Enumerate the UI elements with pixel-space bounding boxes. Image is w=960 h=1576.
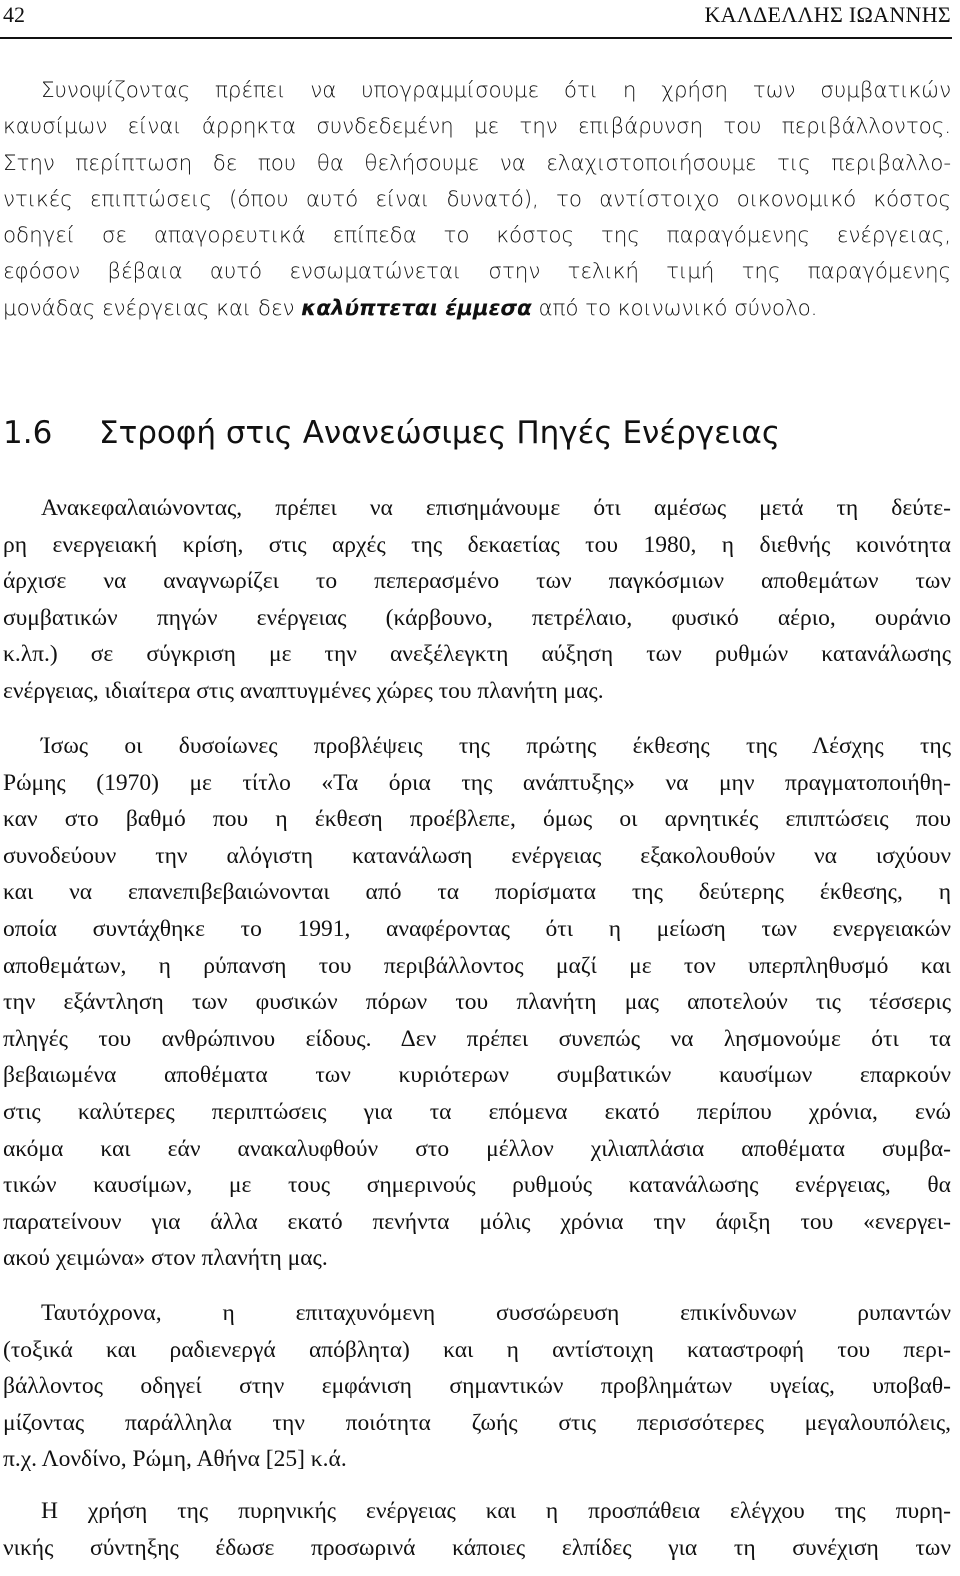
intro-paragraph [3, 73, 951, 327]
text-line [3, 291, 951, 327]
text-line: ακού χειμώνα» στον πλανήτη μας. [3, 1245, 328, 1272]
section-heading [3, 405, 951, 461]
body-paragraph [3, 490, 951, 710]
text-line: αποθεμάτων, η ρύπανση του περιβάλλοντος μαζί με τον υπερπληθυσμό και [3, 952, 951, 979]
text-line: ενέργειας, ιδιαίτερα στις αναπτυγμένες χώρες του πλανήτη μας. [3, 677, 604, 704]
text-line: πληγές του ανθρώπινου είδους. Δεν πρέπει συνεπώς να λησμονούμε ότι τα [3, 1025, 951, 1052]
body-paragraph [3, 1295, 951, 1478]
text-line: Ταυτόχρονα, η επιταχυνόμενη συσσώρευση επικίνδυνων ρυπαντών [41, 1300, 951, 1326]
text-line: Η χρήση της πυρηνικής ενέργειας και η προσπάθεια ελέγχου της πυρη- [41, 1498, 951, 1524]
body-paragraph [3, 728, 951, 1277]
text-line: ακόμα και εάν ανακαλυφθούν στο μέλλον χιλιαπλάσια αποθέματα συμβα- [3, 1135, 951, 1162]
text-line: μίζοντας παράλληλα την ποιότητα ζωής στις περισσότερες μεγαλουπόλεις, [3, 1409, 951, 1436]
text-line: συμβατικών πηγών ενέργειας (κάρβουνο, πετρέλαιο, φυσικό αέριο, ουράνιο [3, 604, 951, 631]
text-run: μονάδας ενέργειας και δεν [3, 295, 302, 321]
text-line: π.χ. Λονδίνο, Ρώμη, Αθήνα [25] κ.ά. [3, 1446, 347, 1473]
text-run: από το κοινωνικό σύνολο. [531, 295, 818, 321]
text-line: συνοδεύουν την αλόγιστη κατανάλωση ενέργειας εξακολουθούν να ισχύουν [3, 842, 951, 869]
text-line: Συνοψίζοντας πρέπει να υπογραμμίσουμε ότι η χρήση των συμβατικών [41, 78, 951, 103]
text-line: ρη ενεργειακή κρίση, στις αρχές της δεκαετίας του 1980, η διεθνής κοινότητα [3, 531, 951, 558]
running-header [3, 2, 951, 28]
text-line: Ανακεφαλαιώνοντας, πρέπει να επισημάνουμε ότι αμέσως μετά τη δεύτε- [41, 495, 951, 521]
text-line: τικών καυσίμων, με τους σημερινούς ρυθμούς κατανάλωσης ενέργειας, θα [3, 1172, 951, 1199]
text-line: καν στο βαθμό που η έκθεση προέβλεπε, όμως οι αρνητικές επιπτώσεις που [3, 806, 951, 833]
header-rule [0, 37, 952, 39]
text-line: άρχισε να αναγνωρίζει το πεπερασμένο των παγκόσμιων αποθεμάτων των [3, 568, 951, 595]
text-line: στις καλύτερες περιπτώσεις για τα επόμενα εκατό περίπου χρόνια, ενώ [3, 1098, 951, 1125]
text-line: βεβαιωμένα αποθέματα των κυριότερων συμβατικών καυσίμων επαρκούν [3, 1062, 951, 1089]
text-line: οδηγεί σε απαγορευτικά επίπεδα το κόστος της παραγόμενης ενέργειας, [3, 223, 951, 249]
text-line: (τοξικά και ραδιενεργά απόβλητα) και η αντίστοιχη καταστροφή του περι- [3, 1336, 951, 1363]
section-number: 1.6 [3, 415, 53, 451]
text-line: καυσίμων είναι άρρηκτα συνδεδεμένη με την επιβάρυνση του περιβάλλοντος. [3, 114, 951, 140]
text-line: νικής σύντηξης έδωσε προσωρινά κάποιες ελπίδες για τη συνέχιση των [3, 1534, 951, 1561]
text-line: παρατείνουν για άλλα εκατό πενήντα μόλις χρόνια την άφιξη του «ενεργει- [3, 1208, 951, 1235]
text-line: οποία συντάχθηκε το 1991, αναφέροντας ότι η μείωση των ενεργειακών [3, 915, 951, 942]
section-title: Στροφή στις Ανανεώσιμες Πηγές Ενέργειας [99, 415, 781, 451]
text-line: εφόσον βέβαια αυτό ενσωματώνεται στην τελική τιμή της παραγόμενης [3, 259, 951, 285]
emphasis-text: καλύπτεται έμμεσα [301, 295, 532, 321]
text-line: κ.λπ.) σε σύγκριση με την ανεξέλεγκτη αύξηση των ρυθμών κατανάλωσης [3, 641, 951, 668]
text-line: βάλλοντος οδηγεί στην εμφάνιση σημαντικών προβλημάτων υγείας, υποβαθ- [3, 1373, 951, 1400]
body-paragraph [3, 1493, 951, 1566]
text-line: Στην περίπτωση δε που θα θελήσουμε να ελαχιστοποιήσουμε τις περιβαλλο- [3, 150, 951, 176]
running-header-author: ΚΑΛΔΕΛΛΗΣ ΙΩΑΝΝΗΣ [704, 2, 951, 27]
text-line: ντικές επιπτώσεις (όπου αυτό είναι δυνατό), το αντίστοιχο οικονομικό κόστος [3, 186, 951, 212]
text-line: και να επανεπιβεβαιώνονται από τα πορίσματα της δεύτερης έκθεσης, η [3, 879, 951, 906]
page-number: 42 [3, 2, 25, 27]
text-line: Ίσως οι δυσοίωνες προβλέψεις της πρώτης έκθεσης της Λέσχης της [41, 733, 951, 759]
text-line: Ρώμης (1970) με τίτλο «Τα όρια της ανάπτυξης» να μην πραγματοποιήθη- [3, 769, 951, 796]
text-line: την εξάντληση των φυσικών πόρων του πλανήτη μας αποτελούν τις τέσσερις [3, 989, 951, 1016]
